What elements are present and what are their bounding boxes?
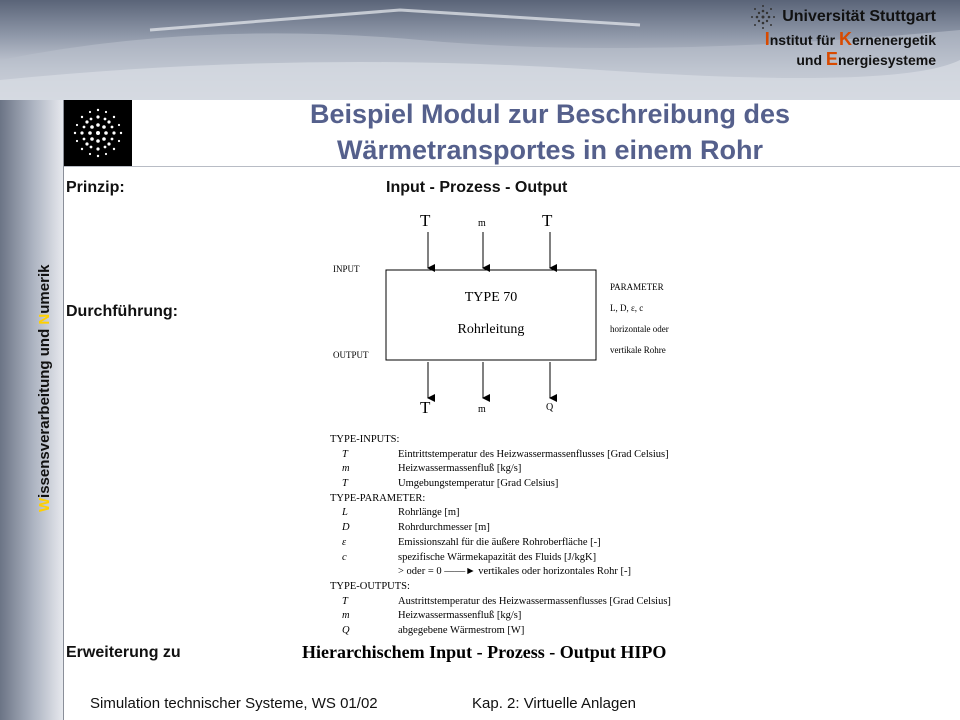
- list-item-symbol: D: [342, 522, 350, 534]
- parameter-line-3: vertikale Rohre: [610, 345, 666, 355]
- slide-title: [140, 96, 960, 169]
- list-item-symbol: c: [342, 551, 347, 563]
- type-parameter-heading: TYPE-PARAMETER:: [330, 492, 426, 504]
- list-item-symbol: m: [342, 463, 350, 475]
- list-item: [330, 521, 671, 536]
- list-item-symbol: T: [342, 595, 348, 607]
- title-line-1: Beispiel Modul zur Beschreibung des: [309, 99, 791, 129]
- box-name-label: Rohrleitung: [457, 322, 525, 337]
- input-t2-label: T: [542, 211, 553, 230]
- list-item-desc: Heizwassermassenfluß [kg/s]: [398, 610, 522, 622]
- output-m-label: m: [478, 404, 486, 415]
- output-t-label: T: [420, 398, 431, 417]
- durchfuehrung-label: Durchführung:: [66, 303, 178, 320]
- list-item: [330, 609, 671, 624]
- list-item: [330, 462, 671, 477]
- institute-text-c: und: [796, 51, 826, 68]
- vertical-text-b: umerik: [36, 264, 53, 314]
- sun-logo-icon: [64, 100, 132, 166]
- list-item: [330, 448, 671, 463]
- erweiterung-label: Erweiterung zu: [66, 644, 181, 661]
- output-label: OUTPUT: [333, 350, 369, 360]
- parameter-block: [610, 277, 669, 361]
- university-name-row: [750, 4, 936, 30]
- list-item-symbol: T: [342, 448, 348, 460]
- list-item: [330, 565, 671, 580]
- institute-line-2: [750, 50, 936, 70]
- type-outputs-heading: TYPE-OUTPUTS:: [330, 580, 410, 592]
- footer-chapter: Kap. 2: Virtuelle Anlagen: [472, 695, 637, 712]
- list-item-symbol: [330, 565, 398, 580]
- list-item-desc: Umgebungstemperatur [Grad Celsius]: [398, 478, 559, 490]
- institute-line-1: [750, 30, 936, 50]
- small-sun-logo-icon: [750, 4, 776, 30]
- list-item: [330, 477, 671, 492]
- type-inputs-heading: TYPE-INPUTS:: [330, 434, 400, 445]
- sidebar-band: [0, 100, 64, 720]
- footer-course: Simulation technischer Systeme, WS 01/02: [90, 695, 378, 712]
- university-name: Universität Stuttgart: [782, 8, 936, 26]
- initial-e: E: [825, 48, 838, 69]
- input-t1-label: T: [420, 211, 431, 230]
- list-item-desc: Heizwassermassenfluß [kg/s]: [398, 463, 522, 475]
- university-logo: [64, 100, 132, 166]
- vertical-initial-n: N: [36, 313, 53, 325]
- initial-k: K: [838, 29, 852, 49]
- sidebar-divider: [63, 100, 64, 720]
- parameter-line-1: L, D, ε, c: [610, 303, 644, 313]
- title-line-2: Wärmetransportes in einem Rohr: [336, 135, 764, 166]
- list-item: [330, 551, 671, 566]
- list-item-desc: Rohrlänge [m]: [398, 507, 460, 519]
- list-item-desc: Eintrittstemperatur des Heizwassermassenflusses [Grad Celsius]: [398, 448, 669, 460]
- list-item-symbol: ε: [342, 536, 347, 548]
- parameter-title: PARAMETER: [610, 282, 664, 292]
- input-m-label: m: [478, 218, 486, 229]
- list-item-symbol: Q: [342, 624, 350, 636]
- list-item-symbol: L: [342, 507, 348, 519]
- initial-i: I: [764, 29, 770, 49]
- list-item-desc: Emissionszahl für die äußere Rohroberfläche [-]: [398, 536, 601, 548]
- sidebar-vertical-label: [36, 265, 53, 512]
- list-item: [330, 536, 671, 551]
- list-item: [330, 595, 671, 610]
- vertical-text-a: issensverarbeitung und: [36, 324, 53, 498]
- institute-text-d: nergiesysteme: [837, 51, 936, 68]
- input-label: INPUT: [333, 264, 360, 274]
- list-item: [330, 624, 671, 639]
- list-item-desc: spezifische Wärmekapazität des Fluids [J/kgK]: [398, 551, 597, 563]
- list-item: [330, 506, 671, 521]
- type-definition-list: [330, 433, 671, 639]
- hipo-text: Hierarchischem Input - Prozess - Output HIPO: [302, 642, 667, 662]
- list-item-desc: > oder = 0 ——► vertikales oder horizontales Rohr [-]: [398, 566, 632, 578]
- prinzip-label: Prinzip:: [66, 179, 125, 196]
- university-header: [750, 4, 936, 70]
- list-item-desc: Rohrdurchmesser [m]: [398, 522, 490, 534]
- institute-text-b: ernenergetik: [851, 32, 936, 48]
- box-type-label: TYPE 70: [464, 290, 518, 305]
- institute-text-a: nstitut für: [769, 32, 839, 48]
- process-box: [386, 270, 596, 360]
- vertical-initial-w: W: [36, 497, 53, 512]
- list-item-symbol: T: [342, 478, 348, 490]
- output-q-label: Q: [546, 402, 554, 413]
- prinzip-text: Input - Prozess - Output: [386, 179, 568, 196]
- parameter-line-2: horizontale oder: [610, 324, 669, 334]
- list-item-desc: Austrittstemperatur des Heizwassermassenflusses [Grad Celsius]: [398, 595, 671, 607]
- list-item-symbol: m: [342, 610, 350, 622]
- list-item-desc: abgegebene Wärmestrom [W]: [398, 624, 525, 636]
